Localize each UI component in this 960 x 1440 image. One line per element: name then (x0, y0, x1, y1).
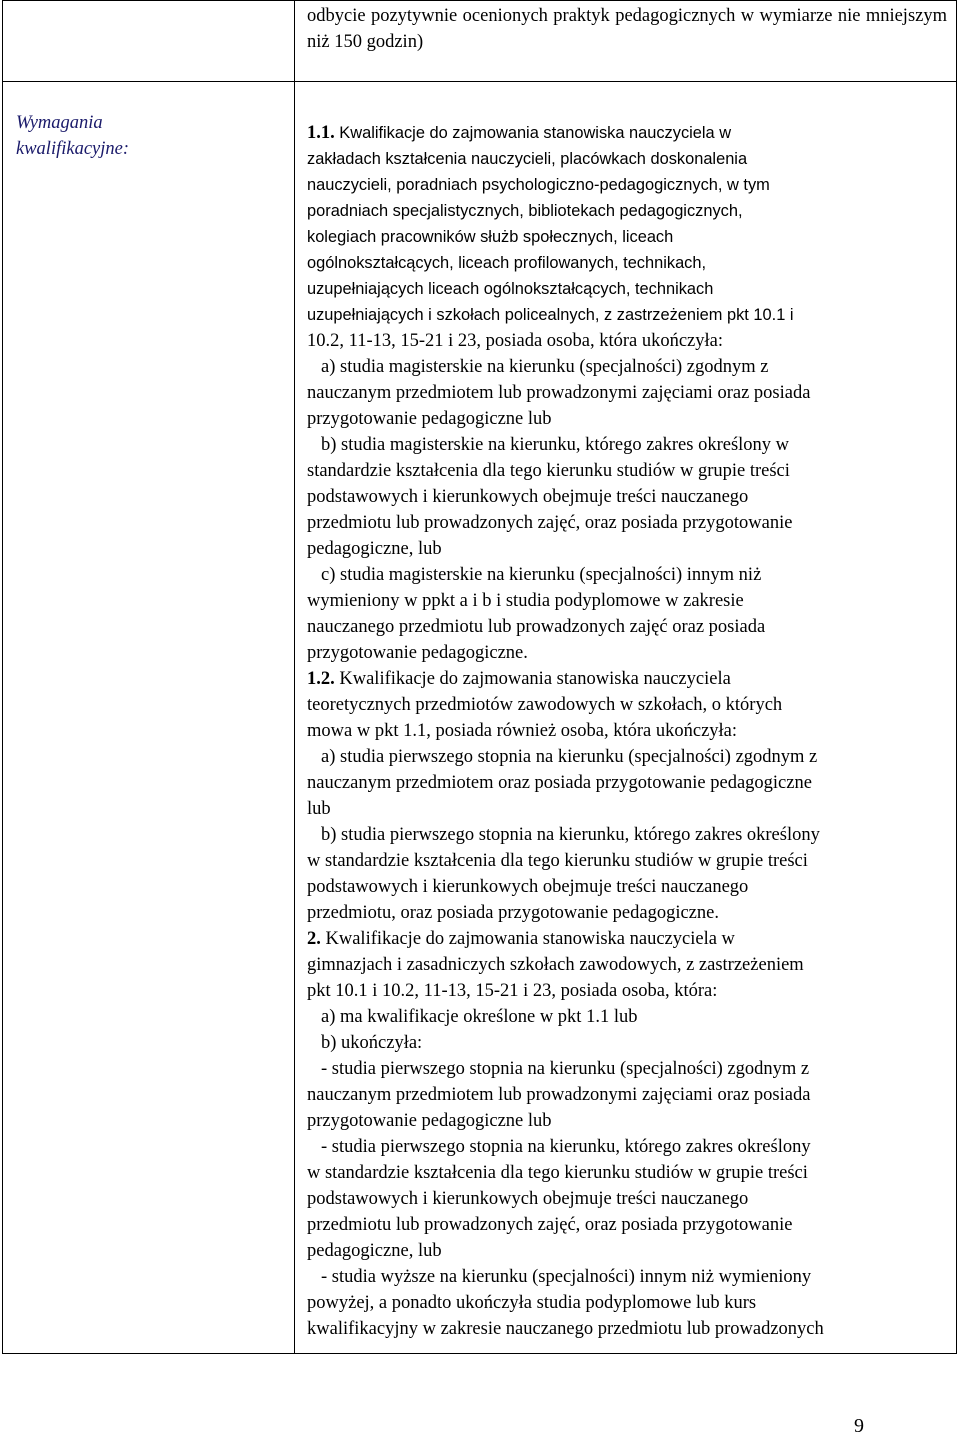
text-line (307, 770, 947, 796)
line-text: podstawowych i kierunkowych obejmuje treści nauczanego (307, 877, 749, 897)
text-line (307, 978, 947, 1004)
line-text: przedmiotu lub prowadzonych zajęć, oraz posiada przygotowanie (307, 513, 793, 533)
text-line (307, 900, 947, 926)
text-line (307, 380, 947, 406)
text-line (307, 406, 947, 432)
line-text: a) studia pierwszego stopnia na kierunku (specjalności) zgodnym z (321, 747, 818, 767)
line-text: - studia pierwszego stopnia na kierunku (specjalności) zgodnym z (321, 1059, 810, 1079)
text-line (307, 692, 947, 718)
line-text: teoretycznych przedmiotów zawodowych w szkołach, o których (307, 695, 783, 715)
text-line (307, 1186, 947, 1212)
text-line (307, 952, 947, 978)
line-text: kwalifikacyjny w zakresie nauczanego przedmiotu lub prowadzonych (307, 1319, 824, 1339)
line-text: nauczanym przedmiotem lub prowadzonymi zajęciami oraz posiada (307, 1085, 811, 1105)
text-line (307, 536, 947, 562)
line-text: wymieniony w ppkt a i b i studia podyplomowe w zakresie (307, 591, 744, 611)
line-text: przedmiotu lub prowadzonych zajęć, oraz posiada przygotowanie (307, 1215, 793, 1235)
text-line (307, 848, 947, 874)
section-number: 1.2. (307, 669, 335, 689)
page-number: 9 (854, 1415, 864, 1437)
text-line (307, 510, 947, 536)
line-text: - studia pierwszego stopnia na kierunku, którego zakres określony (321, 1137, 811, 1157)
line-text: nauczanym przedmiotem lub prowadzonymi zajęciami oraz posiada (307, 383, 811, 403)
text-line (307, 250, 947, 276)
text-line (307, 1290, 947, 1316)
text-line (307, 458, 947, 484)
top-row-text: odbycie pozytywnie ocenionych praktyk pedagogicznych w wymiarze nie mniejszym niż 150 godzin) (307, 6, 947, 52)
text-line (307, 874, 947, 900)
line-text: uzupełniających i szkołach policealnych, z zastrzeżeniem pkt 10.1 i (307, 306, 794, 324)
text-line (307, 354, 947, 380)
line-text: zakładach kształcenia nauczycieli, placówkach doskonalenia (307, 150, 748, 168)
line-text: b) ukończyła: (321, 1033, 423, 1053)
text-line (307, 1108, 947, 1134)
text-line (307, 1316, 947, 1342)
line-text: pedagogiczne, lub (307, 1241, 442, 1261)
line-text: Kwalifikacje do zajmowania stanowiska nauczyciela w (334, 124, 732, 142)
line-text: w standardzie kształcenia dla tego kierunku studiów w grupie treści (307, 851, 808, 871)
text-line (307, 172, 947, 198)
line-text: powyżej, a ponadto ukończyła studia podyplomowe lub kurs (307, 1293, 757, 1313)
line-text: w standardzie kształcenia dla tego kierunku studiów w grupie treści (307, 1163, 808, 1183)
section-number: 1.1. (307, 123, 335, 143)
line-text: ogólnokształcących, liceach profilowanych, technikach, (307, 254, 707, 272)
line-text: przygotowanie pedagogiczne lub (307, 409, 552, 429)
line-text: mowa w pkt 1.1, posiada również osoba, która ukończyła: (307, 721, 738, 741)
text-line (307, 822, 947, 848)
line-text: nauczanego przedmiotu lub prowadzonych zajęć oraz posiada (307, 617, 766, 637)
column-divider (294, 1, 295, 81)
line-text: a) studia magisterskie na kierunku (specjalności) zgodnym z (321, 357, 769, 377)
line-text: b) studia pierwszego stopnia na kierunku, którego zakres określony (321, 825, 820, 845)
text-line (307, 1160, 947, 1186)
line-text: przygotowanie pedagogiczne. (307, 643, 528, 663)
text-line (307, 198, 947, 224)
line-text: gimnazjach i zasadniczych szkołach zawodowych, z zastrzeżeniem (307, 955, 804, 975)
line-text: podstawowych i kierunkowych obejmuje treści nauczanego (307, 487, 749, 507)
text-line (307, 432, 947, 458)
text-line (307, 1030, 947, 1056)
text-line (307, 1056, 947, 1082)
text-line (307, 328, 947, 354)
text-line (307, 224, 947, 250)
text-line (307, 120, 947, 146)
text-line (307, 276, 947, 302)
text-line (307, 666, 947, 692)
text-line (307, 1134, 947, 1160)
line-text: pedagogiczne, lub (307, 539, 442, 559)
line-text: nauczycieli, poradniach psychologiczno-pedagogicznych, w tym (307, 176, 770, 194)
text-line (307, 146, 947, 172)
line-text: Kwalifikacje do zajmowania stanowiska nauczyciela w (320, 929, 735, 949)
text-line (307, 744, 947, 770)
text-line (307, 1238, 947, 1264)
line-text: pkt 10.1 i 10.2, 11-13, 15-21 i 23, posiada osoba, która: (307, 981, 718, 1001)
text-line (307, 1264, 947, 1290)
line-text: kolegiach pracowników służb społecznych, liceach (307, 228, 674, 246)
line-text: - studia wyższe na kierunku (specjalności) innym niż wymieniony (321, 1267, 812, 1287)
text-line (307, 640, 947, 666)
text-line (307, 1004, 947, 1030)
line-text: 10.2, 11-13, 15-21 i 23, posiada osoba, która ukończyła: (307, 331, 723, 351)
line-text: poradniach specjalistycznych, bibliotekach pedagogicznych, (307, 202, 743, 220)
line-text: uzupełniających liceach ogólnokształcących, technikach (307, 280, 714, 298)
column-divider (294, 82, 295, 1353)
text-line (307, 796, 947, 822)
line-text: nauczanym przedmiotem oraz posiada przygotowanie pedagogiczne (307, 773, 812, 793)
text-line (307, 484, 947, 510)
text-line (307, 1212, 947, 1238)
section-number: 2. (307, 929, 321, 949)
text-line (307, 926, 947, 952)
text-line (307, 562, 947, 588)
line-text: b) studia magisterskie na kierunku, którego zakres określony w (321, 435, 790, 455)
line-text: podstawowych i kierunkowych obejmuje treści nauczanego (307, 1189, 749, 1209)
text-line (307, 588, 947, 614)
line-text: przygotowanie pedagogiczne lub (307, 1111, 552, 1131)
requirements-text (307, 120, 947, 1342)
line-text: a) ma kwalifikacje określone w pkt 1.1 lub (321, 1007, 638, 1027)
line-text: Kwalifikacje do zajmowania stanowiska nauczyciela (334, 669, 731, 689)
text-line (307, 1082, 947, 1108)
text-line (307, 718, 947, 744)
text-line (307, 302, 947, 328)
text-line (307, 614, 947, 640)
line-text: lub (307, 799, 331, 819)
line-text: c) studia magisterskie na kierunku (specjalności) innym niż (321, 565, 762, 585)
requirements-label: Wymagania kwalifikacyjne: (16, 113, 130, 159)
line-text: standardzie kształcenia dla tego kierunku studiów w grupie treści (307, 461, 790, 481)
line-text: przedmiotu, oraz posiada przygotowanie pedagogiczne. (307, 903, 719, 923)
